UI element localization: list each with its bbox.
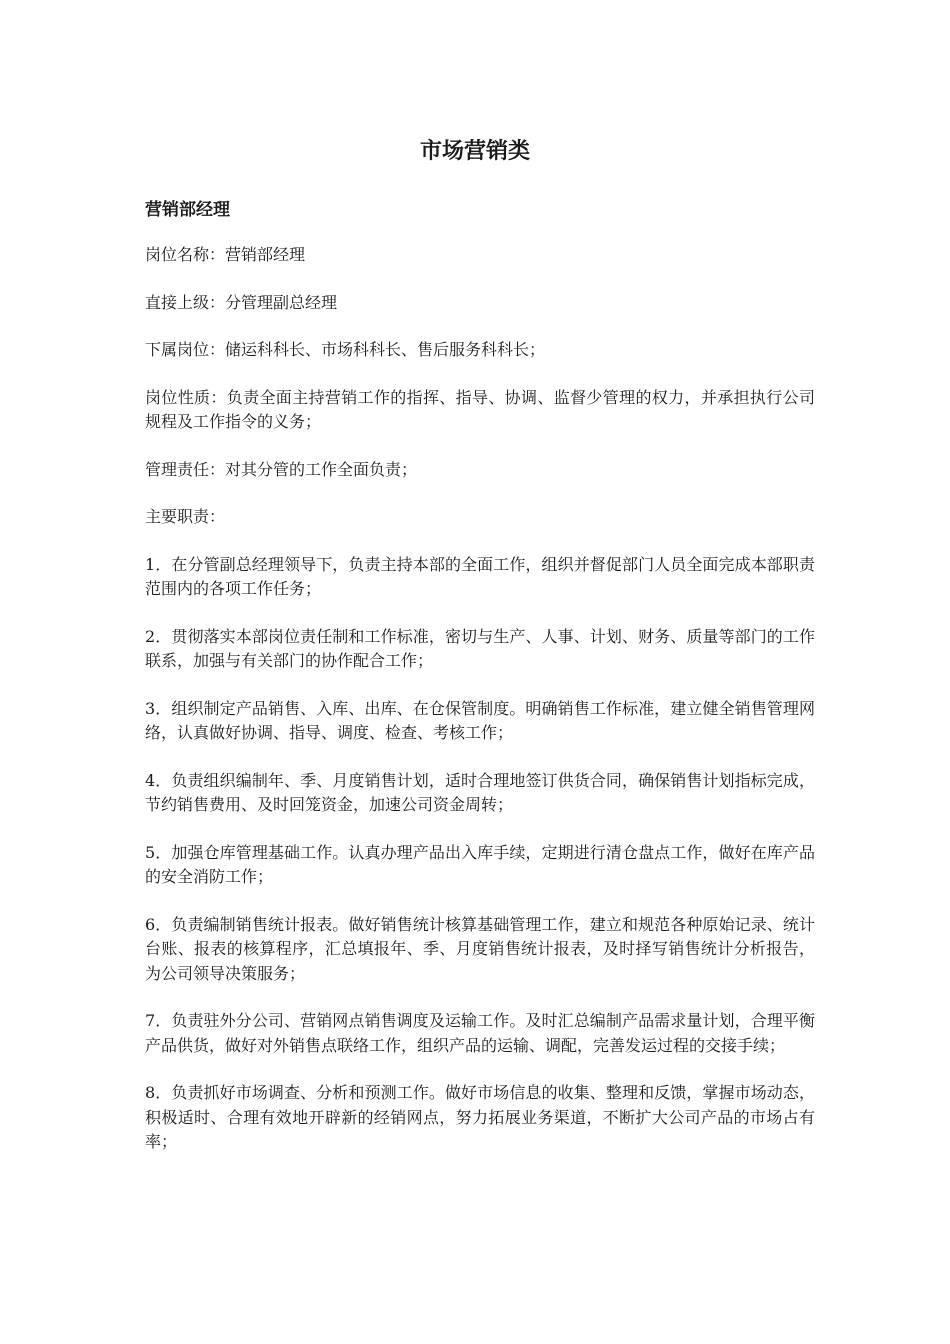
duty-item: 1．在分管副总经理领导下，负责主持本部的全面工作，组织并督促部门人员全面完成本部职责范围内的各项工作任务；: [145, 554, 815, 598]
field-label: 岗位性质：: [145, 387, 227, 407]
field-label: 岗位名称：: [145, 245, 226, 264]
document-body: [145, 197, 815, 1178]
field-value: 储运科科长、市场科科长、售后服务科科长；: [225, 340, 546, 359]
section-title: 营销部经理: [145, 200, 230, 220]
field-label: 管理责任：: [145, 459, 226, 479]
field-value: 分管理副总经理: [225, 292, 338, 312]
field-value: 负责全面主持营销工作的指挥、指导、协调、监督少管理的权力，并承担执行公司规程及工作指令的义务；: [145, 387, 815, 431]
field-position-name: [145, 243, 815, 268]
field-label: 直接上级：: [145, 292, 226, 312]
duty-item: 4．负责组织编制年、季、月度销售计划，适时合理地签订供货合同，确保销售计划指标完成，节约销售费用、及时回笼资金，加速公司资金周转；: [145, 770, 815, 814]
field-value: 对其分管的工作全面负责；: [225, 459, 418, 479]
document-title: 市场营销类: [419, 139, 530, 164]
field-value: 营销部经理: [225, 245, 306, 264]
duty-item: 7．负责驻外分公司、营销网点销售调度及运输工作。及时汇总编制产品需求量计划，合理平衡产品供货，做好对外销售点联络工作，组织产品的运输、调配，完善发运过程的交接手续；: [145, 1011, 815, 1055]
field-label: 下属岗位：: [145, 340, 226, 359]
field-subordinates: [145, 338, 815, 363]
duty-item: 6．负责编制销售统计报表。做好销售统计核算基础管理工作，建立和规范各种原始记录、统计台账、报表的核算程序，汇总填报年、季、月度销售统计报表，及时择写销售统计分析报告，为公司领导决策服务；: [145, 914, 815, 983]
field-direct-superior: [145, 291, 815, 316]
duty-item: 2．贯彻落实本部岗位责任制和工作标准，密切与生产、人事、计划、财务、质量等部门的工作联系，加强与有关部门的协作配合工作；: [145, 626, 815, 670]
duty-item: 5．加强仓库管理基础工作。认真办理产品出入库手续，定期进行清仓盘点工作，做好在库产品的安全消防工作；: [145, 842, 815, 886]
duties-heading: 主要职责：: [145, 507, 226, 526]
duty-item: 8．负责抓好市场调查、分析和预测工作。做好市场信息的收集、整理和反馈，掌握市场动态，积极适时、合理有效地开辟新的经销网点，努力拓展业务渠道，不断扩大公司产品的市场占有率；: [145, 1083, 815, 1151]
field-management-responsibility: [145, 458, 815, 483]
duty-item: 3．组织制定产品销售、入库、出库、在仓保管制度。明确销售工作标准，建立健全销售管理网络，认真做好协调、指导、调度、检查、考核工作；: [145, 698, 815, 742]
field-position-nature: [145, 386, 815, 435]
